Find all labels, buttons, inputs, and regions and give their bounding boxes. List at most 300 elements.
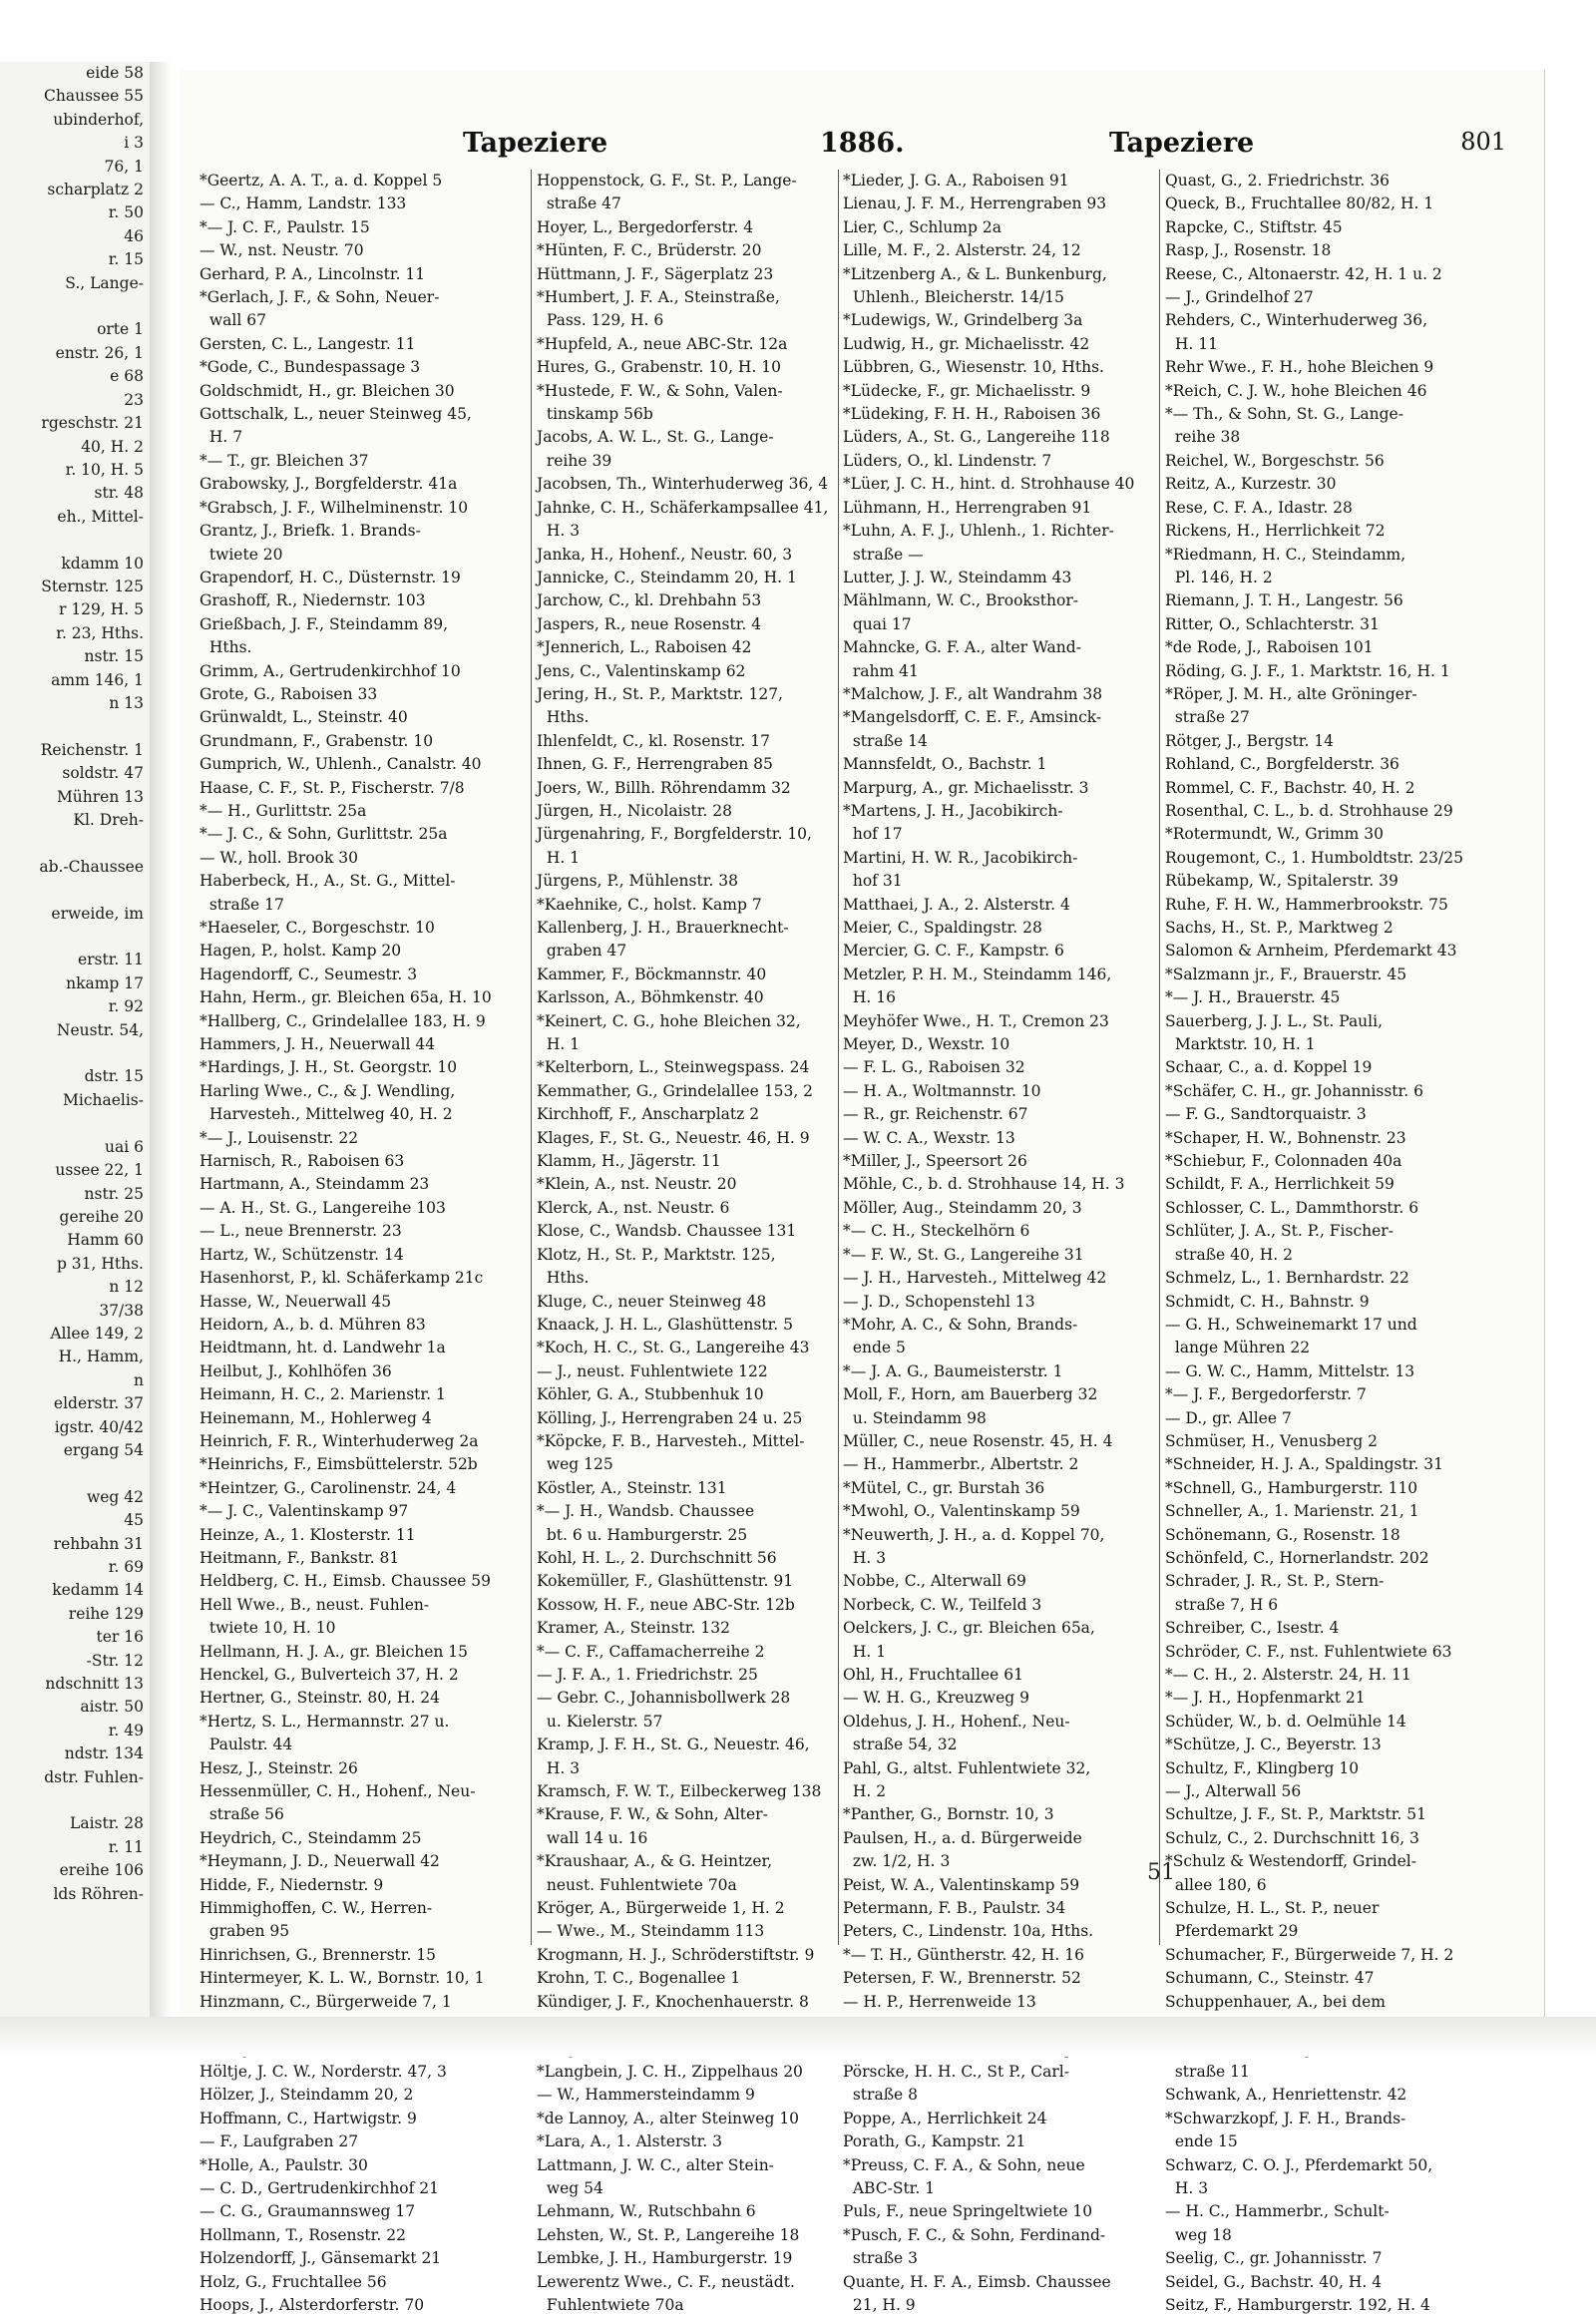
directory-entry: Heilbut, J., Kohlhöfen 36 [200,1361,392,1380]
directory-entry: bt. 6 u. Hamburgerstr. 25 [537,1525,748,1544]
directory-entry: Knaack, J. H. L., Glashüttenstr. 5 [537,1315,793,1334]
facing-page-line: Reichenstr. 1 [40,740,144,759]
directory-entry: Paulstr. 44 [200,1736,293,1754]
directory-entry: Lühmann, H., Herrengraben 91 [843,498,1092,517]
directory-entry: — R., gr. Reichenstr. 67 [843,1105,1028,1124]
page-header [201,128,1518,168]
directory-entry: Haberbeck, H., A., St. G., Mittel- [200,872,456,891]
directory-entry: straße 54, 32 [843,1736,958,1754]
facing-page-line: ussee 22, 1 [55,1161,144,1180]
directory-entry: Hammers, J. H., Neuerwall 44 [200,1035,436,1054]
directory-entry: twiete 20 [200,545,283,564]
directory-entry: Lattmann, J. W. C., alter Stein- [537,2155,774,2174]
directory-entry: Petermann, F. B., Paulstr. 34 [843,1899,1066,1918]
directory-entry: *Schiebur, F., Colonnaden 40a [1165,1152,1402,1171]
directory-entry: *Hertz, S. L., Hermannstr. 27 u. [200,1712,450,1731]
directory-entry: *Lieder, J. G. A., Raboisen 91 [843,172,1069,190]
facing-page-line: Allee 149, 2 [50,1324,144,1343]
directory-entry: Hartmann, A., Steindamm 23 [200,1175,430,1194]
directory-entry: Heinze, A., 1. Klosterstr. 11 [200,1525,416,1544]
facing-page-line: erstr. 11 [77,951,144,969]
directory-entry: H. 11 [1165,334,1218,353]
directory-entry: Sauerberg, J. J. L., St. Pauli, [1165,1011,1384,1030]
facing-page-line [0,295,150,318]
directory-entry: Peist, W. A., Valentinskamp 59 [843,1875,1080,1894]
directory-entry: *Schütze, J. C., Beyerstr. 13 [1165,1736,1382,1754]
column-rule [531,170,532,1945]
directory-entry: Rese, C. F. A., Idastr. 28 [1165,498,1353,517]
directory-entry: Uhlenh., Bleicherstr. 14/15 [843,288,1064,307]
directory-entry: lange Mühren 22 [1165,1339,1311,1357]
directory-entry: Jaspers, R., neue Rosenstr. 4 [537,614,762,633]
directory-entry: *Humbert, J. F. A., Steinstraße, [537,288,780,307]
directory-entry: Quast, G., 2. Friedrichstr. 36 [1165,172,1391,190]
directory-entry: *— J. H., Hopfenmarkt 21 [1165,1689,1366,1708]
directory-entry: — F. L. G., Raboisen 32 [843,1058,1025,1077]
directory-entry: Gersten, C. L., Langestr. 11 [200,334,416,353]
facing-page-line: 40, H. 2 [81,437,144,456]
directory-entry: Jering, H., St. P., Marktstr. 127, [537,684,783,703]
facing-page-lines [0,62,150,1906]
facing-page-line [0,832,150,855]
directory-entry: H. 3 [537,522,581,541]
directory-entry: — J., Grindelhof 27 [1165,288,1314,307]
facing-page-line: 23 [124,390,144,409]
facing-page-line: -Str. 12 [86,1651,144,1670]
directory-entry: Holzendorff, J., Gänsemarkt 21 [200,2249,442,2268]
directory-entry: Jannicke, C., Steindamm 20, H. 1 [537,568,797,586]
directory-entry: Schlosser, C. L., Dammthorstr. 6 [1165,1198,1419,1217]
directory-page [180,70,1545,2314]
directory-entry: *— J. C., Valentinskamp 97 [200,1502,409,1521]
directory-entry: Hartz, W., Schützenstr. 14 [200,1245,404,1264]
directory-entry: straße 40, H. 2 [1165,1245,1293,1264]
directory-entry: Kluge, C., neuer Steinweg 48 [537,1292,767,1311]
directory-entry: *Röper, J. M. H., alte Gröninger- [1165,684,1417,703]
directory-entry: u. Kielerstr. 57 [537,1712,663,1731]
directory-entry: Kramsch, F. W. T., Eilbeckerweg 138 [537,1782,822,1801]
directory-entry: Jürgens, P., Mühlenstr. 38 [537,872,738,891]
book-gutter [150,62,172,2017]
directory-entry: Heinrich, F. R., Winterhuderweg 2a [200,1431,479,1450]
directory-entry: Möhle, C., b. d. Strohhause 14, H. 3 [843,1175,1125,1194]
directory-entry: Ohl, H., Fruchtallee 61 [843,1666,1023,1684]
facing-page-line [0,529,150,552]
directory-entry: — H., Hammerbr., Albertstr. 2 [843,1455,1079,1474]
directory-entry: *— J. F., Bergedorferstr. 7 [1165,1385,1367,1404]
directory-entry: Henckel, G., Bulverteich 37, H. 2 [200,1666,459,1684]
directory-entry: Seitz, F., Hamburgerstr. 192, H. 4 [1165,2295,1430,2314]
facing-page-line: r. 92 [108,997,144,1016]
directory-entry: Queck, B., Fruchtallee 80/82, H. 1 [1165,194,1434,213]
directory-entry: Rübekamp, W., Spitalerstr. 39 [1165,872,1398,891]
directory-entry: Höltje, J. C. W., Norderstr. 47, 3 [200,2062,447,2081]
directory-entry: *Gode, C., Bundespassage 3 [200,358,421,377]
directory-entry: *Miller, J., Speersort 26 [843,1152,1027,1171]
facing-page-line: aistr. 50 [80,1698,144,1717]
directory-entry: Jarchow, C., kl. Drehbahn 53 [537,591,762,610]
facing-page-line: elderstr. 37 [53,1394,144,1413]
facing-page-line: Michaelis- [62,1090,144,1109]
directory-entry: *Haeseler, C., Borgeschstr. 10 [200,919,435,937]
directory-column-3 [843,170,1162,2314]
directory-entry: *Lüer, J. C. H., hint. d. Strohhause 40 [843,475,1135,494]
directory-entry: Janka, H., Hohenf., Neustr. 60, 3 [537,545,793,564]
directory-entry: Rapcke, C., Stiftstr. 45 [1165,217,1343,236]
directory-entry: Lier, C., Schlump 2a [843,217,1001,236]
directory-entry: straße 3 [843,2249,919,2268]
directory-entry: — D., gr. Allee 7 [1165,1408,1292,1427]
facing-page-line: r. 50 [108,203,144,222]
directory-entry: *Keinert, C. G., hohe Bleichen 32, [537,1011,801,1030]
facing-page-line: kdamm 10 [61,554,144,573]
directory-entry: Rickens, H., Herrlichkeit 72 [1165,522,1386,541]
directory-entry: Lienau, J. F. M., Herrengraben 93 [843,194,1107,213]
directory-entry: — F., Laufgraben 27 [200,2132,359,2151]
directory-entry: Himmighoffen, C. W., Herren- [200,1899,433,1918]
facing-page-line: H., Hamm, [58,1348,144,1366]
directory-entry: Schröder, C. F., nst. Fuhlentwiete 63 [1165,1642,1452,1661]
directory-entry: *Heinrichs, F., Eimsbüttelerstr. 52b [200,1455,478,1474]
facing-page-line: igstr. 40/42 [54,1417,144,1436]
directory-entry: *de Lannoy, A., alter Steinweg 10 [537,2109,800,2127]
directory-entry: Seidel, G., Bachstr. 40, H. 4 [1165,2272,1383,2291]
directory-entry: Peters, C., Lindenstr. 10a, Hths. [843,1922,1094,1941]
directory-entry: *Köpcke, F. B., Harvesteh., Mittel- [537,1431,805,1450]
directory-entry: *Kraushaar, A., & G. Heintzer, [537,1852,773,1871]
directory-entry: Schneller, A., 1. Marienstr. 21, 1 [1165,1502,1419,1521]
directory-entry: Lübbren, G., Wiesenstr. 10, Hths. [843,358,1104,377]
directory-entry: — H. C., Hammerbr., Schult- [1165,2202,1390,2221]
directory-entry: Hinrichsen, G., Brennerstr. 15 [200,1945,437,1964]
directory-entry: Reese, C., Altonaerstr. 42, H. 1 u. 2 [1165,264,1442,283]
facing-page-line: str. 48 [94,484,144,503]
facing-page-line [0,879,150,902]
facing-page-line: Hamm 60 [67,1231,144,1250]
facing-page-line [0,1462,150,1485]
directory-entry: Kündiger, J. F., Knochenhauerstr. 8 [537,1992,809,2011]
directory-entry: Holz, G., Fruchtallee 56 [200,2272,387,2291]
directory-entry: Marktstr. 10, H. 1 [1165,1035,1316,1054]
directory-entry: Oldehus, J. H., Hohenf., Neu- [843,1712,1070,1731]
directory-entry: Jürgen, H., Nicolaistr. 28 [537,801,732,820]
directory-entry: Grapendorf, H. C., Düsternstr. 19 [200,568,461,586]
directory-entry: weg 18 [1165,2225,1232,2244]
directory-entry: *Lüdeking, F. H. H., Raboisen 36 [843,405,1101,424]
directory-entry: Gerhard, P. A., Lincolnstr. 11 [200,264,426,283]
directory-entry: Rehr Wwe., F. H., hohe Bleichen 9 [1165,358,1434,377]
directory-entry: Hures, G., Grabenstr. 10, H. 10 [537,358,782,377]
directory-entry: Rohland, C., Borgfelderstr. 36 [1165,755,1399,774]
directory-entry: *Malchow, J. F., alt Wandrahm 38 [843,684,1103,703]
facing-page-line: Mühren 13 [56,787,144,806]
directory-entry: H. 1 [843,1642,887,1661]
directory-entry: Heidtmann, ht. d. Landwehr 1a [200,1339,446,1357]
facing-page-line: kedamm 14 [52,1581,144,1600]
facing-page-line: i 3 [124,134,144,153]
directory-entry: *Reich, C. J. W., hohe Bleichen 46 [1165,381,1427,400]
directory-entry: *— F. W., St. G., Langereihe 31 [843,1245,1084,1264]
directory-entry: Schreiber, C., Isestr. 4 [1165,1619,1340,1638]
directory-entry: Lüders, A., St. G., Langereihe 118 [843,428,1110,447]
facing-page-line: nkamp 17 [66,973,144,992]
directory-entry: Kohl, H. L., 2. Durchschnitt 56 [537,1548,777,1567]
directory-entry: neust. Fuhlentwiete 70a [537,1875,737,1894]
directory-entry: — G. W. C., Hamm, Mittelstr. 13 [1165,1361,1415,1380]
directory-entry: Hasenhorst, P., kl. Schäferkamp 21c [200,1269,484,1288]
directory-entry: Mannsfeldt, O., Bachstr. 1 [843,755,1047,774]
directory-entry: Lehsten, W., St. P., Langereihe 18 [537,2225,800,2244]
directory-entry: Schuppenhauer, A., bei dem [1165,1992,1386,2011]
directory-entry: Ruhe, F. H. W., Hammerbrookstr. 75 [1165,895,1448,914]
facing-page-line: S., Lange- [65,273,144,292]
directory-entry: Mercier, G. C. F., Kampstr. 6 [843,942,1064,961]
directory-entry: Seelig, C., gr. Johannisstr. 7 [1165,2249,1383,2268]
directory-entry: Grießbach, J. F., Steindamm 89, [200,614,449,633]
directory-entry: hof 17 [843,825,903,844]
directory-entry: — G. H., Schweinemarkt 17 und [1165,1315,1417,1334]
facing-page-line: gereihe 20 [59,1207,144,1226]
directory-entry: Oelckers, J. C., gr. Bleichen 65a, [843,1619,1095,1638]
facing-page-line: rgeschstr. 21 [41,414,144,433]
directory-entry: Salomon & Arnheim, Pferdemarkt 43 [1165,942,1457,961]
directory-entry: Schulze, H. L., St. P., neuer [1165,1899,1380,1918]
directory-entry: *Krause, F. W., & Sohn, Alter- [537,1805,768,1824]
directory-entry: Müller, C., neue Rosenstr. 45, H. 4 [843,1431,1113,1450]
directory-entry: Reitz, A., Kurzestr. 30 [1165,475,1337,494]
directory-entry: Hüttmann, J. F., Sägerplatz 23 [537,264,774,283]
directory-entry: Grote, G., Raboisen 33 [200,684,378,703]
directory-entry: Hoops, J., Alsterdorferstr. 70 [200,2295,425,2314]
directory-entry: graben 47 [537,942,627,961]
directory-entry: Schwank, A., Henriettenstr. 42 [1165,2086,1407,2105]
directory-entry: Norbeck, C. W., Teilfeld 3 [843,1595,1042,1614]
directory-entry: Jürgenahring, F., Borgfelderstr. 10, [537,825,812,844]
directory-entry: Pferdemarkt 29 [1165,1922,1299,1941]
directory-entry: H. 3 [537,1758,581,1777]
directory-entry: Jacobsen, Th., Winterhuderweg 36, 4 [537,475,829,494]
directory-entry: Gottschalk, L., neuer Steinweg 45, [200,405,472,424]
directory-entry: — C., Hamm, Landstr. 133 [200,194,407,213]
directory-entry: *Luhn, A. F. J., Uhlenh., 1. Richter- [843,522,1114,541]
facing-page-line: dstr. Fuhlen- [44,1767,144,1786]
directory-entry: Gumprich, W., Uhlenh., Canalstr. 40 [200,755,482,774]
facing-page-line: 76, 1 [104,157,144,176]
directory-entry: Kammer, F., Böckmannstr. 40 [537,965,767,983]
directory-entry: wall 67 [200,311,266,330]
facing-page-line: eh., Mittel- [57,507,144,526]
facing-page-line: rehbahn 31 [53,1534,144,1553]
directory-entry: Hths. [537,708,590,727]
directory-entry: Hintermeyer, K. L. W., Bornstr. 10, 1 [200,1969,485,1988]
directory-entry: Meier, C., Spaldingstr. 28 [843,919,1042,937]
directory-entry: Hoppenstock, G. F., St. P., Lange- [537,172,797,190]
directory-entry: Hölzer, J., Steindamm 20, 2 [200,2086,414,2105]
facing-page-line: ergang 54 [63,1440,144,1459]
facing-page-line: scharplatz 2 [47,181,144,199]
directory-entry: Ihlenfeldt, C., kl. Rosenstr. 17 [537,731,770,750]
directory-entry: ende 5 [843,1339,906,1357]
directory-entry: Poppe, A., Herrlichkeit 24 [843,2109,1047,2127]
page-number: 801 [1460,128,1506,156]
directory-entry: *Schulz & Westendorff, Grindel- [1165,1852,1416,1871]
directory-entry: — W. H. G., Kreuzweg 9 [843,1689,1029,1708]
directory-entry: Heidorn, A., b. d. Mühren 83 [200,1315,426,1334]
directory-entry: *— J. A. G., Baumeisterstr. 1 [843,1361,1063,1380]
directory-entry: Pörscke, H. H. C., St P., Carl- [843,2062,1069,2081]
directory-entry: Kölling, J., Herrengraben 24 u. 25 [537,1408,803,1427]
directory-entry: Krogmann, H. J., Schröderstiftstr. 9 [537,1945,815,1964]
directory-entry: Schmelz, L., 1. Bernhardstr. 22 [1165,1269,1409,1288]
directory-entry: Hinzmann, C., Bürgerweide 7, 1 [200,1992,452,2011]
directory-entry: Rosenthal, C. L., b. d. Strohhause 29 [1165,801,1453,820]
directory-entry: Pass. 129, H. 6 [537,311,664,330]
directory-entry: *Lara, A., 1. Alsterstr. 3 [537,2132,722,2151]
directory-entry: *Ludewigs, W., Grindelberg 3a [843,311,1083,330]
directory-entry: Meyhöfer Wwe., H. T., Cremon 23 [843,1011,1109,1030]
directory-entry: Lembke, J. H., Hamburgerstr. 19 [537,2249,793,2268]
directory-entry: Riemann, J. T. H., Langestr. 56 [1165,591,1403,610]
directory-entry: Hessenmüller, C. H., Hohenf., Neu- [200,1782,476,1801]
directory-entry: Hths. [537,1269,590,1288]
directory-entry: Ihnen, G. F., Herrengraben 85 [537,755,773,774]
directory-entry: *— J. H., Brauerstr. 45 [1165,988,1341,1007]
directory-entry: Sachs, H., St. P., Marktweg 2 [1165,919,1394,937]
directory-entry: — H. P., Herrenweide 13 [843,1992,1036,2011]
facing-page-line: 45 [124,1511,144,1530]
facing-page-line [0,1042,150,1065]
directory-entry: Grantz, J., Briefk. 1. Brands- [200,522,421,541]
directory-entry: Jens, C., Valentinskamp 62 [537,661,746,680]
directory-entry: *de Rode, J., Raboisen 101 [1165,638,1374,657]
directory-entry: Schrader, J. R., St. P., Stern- [1165,1572,1385,1591]
directory-entry: Hollmann, T., Rosenstr. 22 [200,2225,406,2244]
directory-entry: *Geertz, A. A. T., a. d. Koppel 5 [200,172,443,190]
signature-mark: 51 [1147,1860,1175,1885]
directory-entry: *Heintzer, G., Carolinenstr. 24, 4 [200,1478,457,1497]
directory-entry: rahm 41 [843,661,919,680]
facing-page-line: Neustr. 54, [56,1020,144,1039]
directory-entry: Moll, F., Horn, am Bauerberg 32 [843,1385,1098,1404]
directory-entry: *Gerlach, J. F., & Sohn, Neuer- [200,288,440,307]
directory-entry: Martini, H. W. R., Jacobikirch- [843,848,1078,867]
directory-entry: Schaar, C., a. d. Koppel 19 [1165,1058,1373,1077]
directory-entry: Marpurg, A., gr. Michaelisstr. 3 [843,778,1089,797]
directory-entry: *— C. F., Caffamacherreihe 2 [537,1642,765,1661]
directory-entry: Reichel, W., Borgeschstr. 56 [1165,451,1385,470]
directory-entry: hof 31 [843,872,903,891]
directory-entry: *Salzmann jr., F., Brauerstr. 45 [1165,965,1407,983]
directory-entry: — C. G., Graumannsweg 17 [200,2202,416,2221]
directory-entry: Rötger, J., Bergstr. 14 [1165,731,1335,750]
facing-page-line: r. 10, H. 5 [65,460,144,479]
directory-entry: Heimann, H. C., 2. Marienstr. 1 [200,1385,446,1404]
directory-entry: Metzler, P. H. M., Steindamm 146, [843,965,1112,983]
directory-entry: zw. 1/2, H. 3 [843,1852,951,1871]
directory-entry: H. 3 [1165,2178,1209,2197]
directory-entry: *— C. H., Steckelhörn 6 [843,1222,1030,1241]
directory-entry: Nobbe, C., Alterwall 69 [843,1572,1026,1591]
directory-entry: Schlüter, J. A., St. P., Fischer- [1165,1222,1394,1241]
directory-entry: *Langbein, J. C. H., Zippelhaus 20 [537,2062,803,2081]
directory-entry: Harnisch, R., Raboisen 63 [200,1152,405,1171]
directory-entry: Heitmann, F., Bankstr. 81 [200,1548,400,1567]
directory-entry: Hagen, P., holst. Kamp 20 [200,942,402,961]
directory-entry: Porath, G., Kampstr. 21 [843,2132,1026,2151]
directory-entry: *— Th., & Sohn, St. G., Lange- [1165,405,1403,424]
directory-entry: *Schnell, G., Hamburgerstr. 110 [1165,1478,1418,1497]
directory-entry: *Litzenberg A., & L. Bunkenburg, [843,264,1107,283]
directory-entry: Quante, H. F. A., Eimsb. Chaussee [843,2272,1111,2291]
directory-entry: Goldschmidt, H., gr. Bleichen 30 [200,381,455,400]
facing-page-line: ab.-Chaussee [39,857,144,876]
directory-entry: *Hünten, F. C., Brüderstr. 20 [537,241,762,260]
directory-entry: reihe 39 [537,451,612,470]
directory-entry: straße 56 [200,1805,284,1824]
directory-entry: *Hallberg, C., Grindelallee 183, H. 9 [200,1011,486,1030]
directory-entry: Schultz, F., Klingberg 10 [1165,1758,1360,1777]
directory-entry: *Lüdecke, F., gr. Michaelisstr. 9 [843,381,1091,400]
directory-entry: *Mwohl, O., Valentinskamp 59 [843,1502,1080,1521]
directory-entry: Kirchhoff, F., Anscharplatz 2 [537,1105,760,1124]
directory-entry: Kröger, A., Bürgerweide 1, H. 2 [537,1899,785,1918]
directory-entry: Schulz, C., 2. Durchschnitt 16, 3 [1165,1828,1419,1847]
directory-entry: Schönfeld, C., Hornerlandstr. 202 [1165,1548,1429,1567]
directory-entry: Harvesteh., Mittelweg 40, H. 2 [200,1105,453,1124]
directory-entry: Lüders, O., kl. Lindenstr. 7 [843,451,1052,470]
facing-page-line: dstr. 15 [84,1067,144,1086]
facing-page-line: erweide, im [51,904,144,923]
directory-entry: *— T., gr. Bleichen 37 [200,451,369,470]
directory-entry: Klotz, H., St. P., Marktstr. 125, [537,1245,776,1264]
directory-entry: Kramer, A., Steinstr. 132 [537,1619,730,1638]
directory-entry: Schildt, F. A., Herrlichkeit 59 [1165,1175,1395,1194]
directory-column-4 [1165,170,1484,2314]
directory-entry: H. 1 [537,1035,581,1054]
directory-entry: — W., holl. Brook 30 [200,848,359,867]
directory-entry: Hasse, W., Neuerwall 45 [200,1292,392,1311]
directory-entry: *Jennerich, L., Raboisen 42 [537,638,752,657]
directory-entry: *— J., Louisenstr. 22 [200,1128,359,1147]
directory-entry: Lewerentz Wwe., C. F., neustädt. [537,2272,795,2291]
directory-entry: Hesz, J., Steinstr. 26 [200,1758,358,1777]
directory-column-1 [200,170,519,2314]
directory-entry: straße 47 [537,194,621,213]
directory-entry: *— J. H., Wandsb. Chaussee [537,1502,755,1521]
facing-page-line: Chaussee 55 [44,87,144,106]
directory-entry: Kemmather, G., Grindelallee 153, 2 [537,1081,814,1100]
directory-entry: weg 125 [537,1455,613,1474]
directory-entry: 21, H. 9 [843,2295,916,2314]
directory-entry: — J., Alterwall 56 [1165,1782,1302,1801]
directory-entry: Pl. 146, H. 2 [1165,568,1273,586]
directory-entry: *Panther, G., Bornstr. 10, 3 [843,1805,1054,1824]
facing-page-line: 46 [124,226,144,245]
directory-entry: Klose, C., Wandsb. Chaussee 131 [537,1222,797,1241]
directory-entry: *Holle, A., Paulstr. 30 [200,2155,368,2174]
directory-entry: Paulsen, H., a. d. Bürgerweide [843,1828,1082,1847]
facing-page-line: soldstr. 47 [62,764,144,783]
directory-entry: — W., Hammersteindamm 9 [537,2086,755,2105]
directory-entry: Pahl, G., altst. Fuhlentwiete 32, [843,1758,1091,1777]
directory-entry: — L., neue Brennerstr. 23 [200,1222,402,1241]
directory-entry: wall 14 u. 16 [537,1828,648,1847]
header-year: 1886. [820,128,905,159]
directory-entry: Schwarz, C. O. J., Pferdemarkt 50, [1165,2155,1433,2174]
facing-page-fragment [0,62,152,2017]
directory-entry: *Hardings, J. H., St. Georgstr. 10 [200,1058,458,1077]
facing-page-line: eide 58 [86,64,144,82]
